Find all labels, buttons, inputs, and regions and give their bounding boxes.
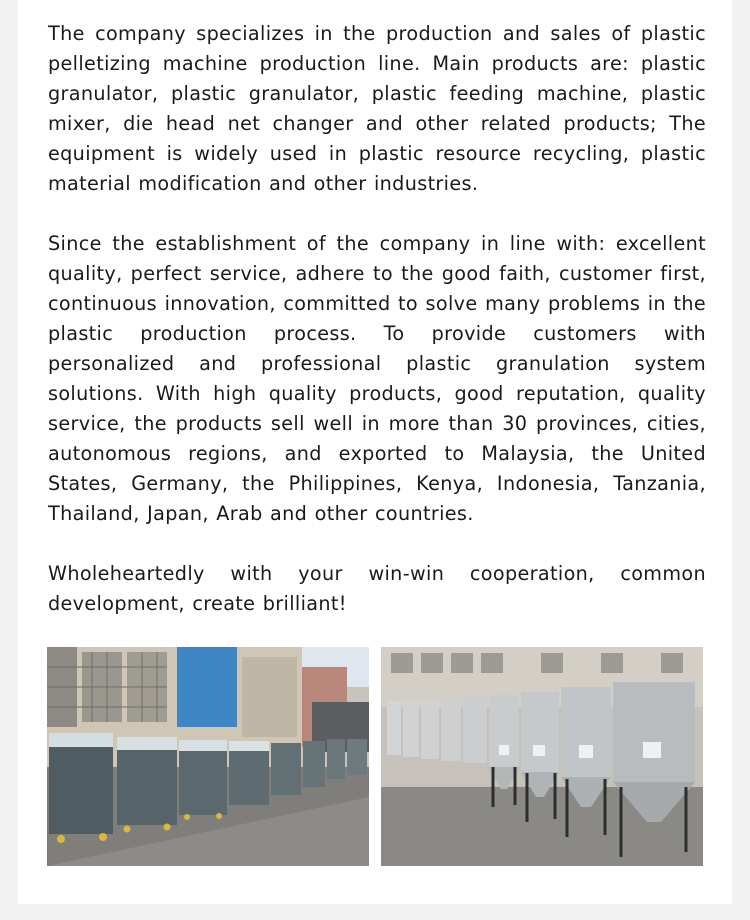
history-paragraph: Since the establishment of the company in line with: excellent quality, perfect service, adhere to the good faith, customer first, continuous innovation, committed to solve many problems in the plastic production process. To provide customers with personalized and professional plastic granulation system solutions. With high quality products, good reputation, quality service, the products sell well in more than 30 provinces, cities, autonomous regions, and exported to Malaysia, the United States, Germany, the Philippines, Kenya, Indonesia, Tanzania, Thailand, Japan, Arab and other countries.	[48, 232, 706, 525]
mixer-machines-photo	[381, 647, 703, 866]
factory-machines-photo	[47, 647, 369, 866]
company-description	[48, 19, 706, 619]
closing-paragraph: Wholeheartedly with your win-win cooperation, common development, create brilliant!	[48, 562, 706, 615]
intro-paragraph: The company specializes in the production and sales of plastic pelletizing machine production line. Main products are: plastic granulator, plastic granulator, plastic feeding machine, plastic mixer, die head net changer and other related products; The equipment is widely used in plastic resource recycling, plastic material modification and other industries.	[48, 22, 706, 195]
